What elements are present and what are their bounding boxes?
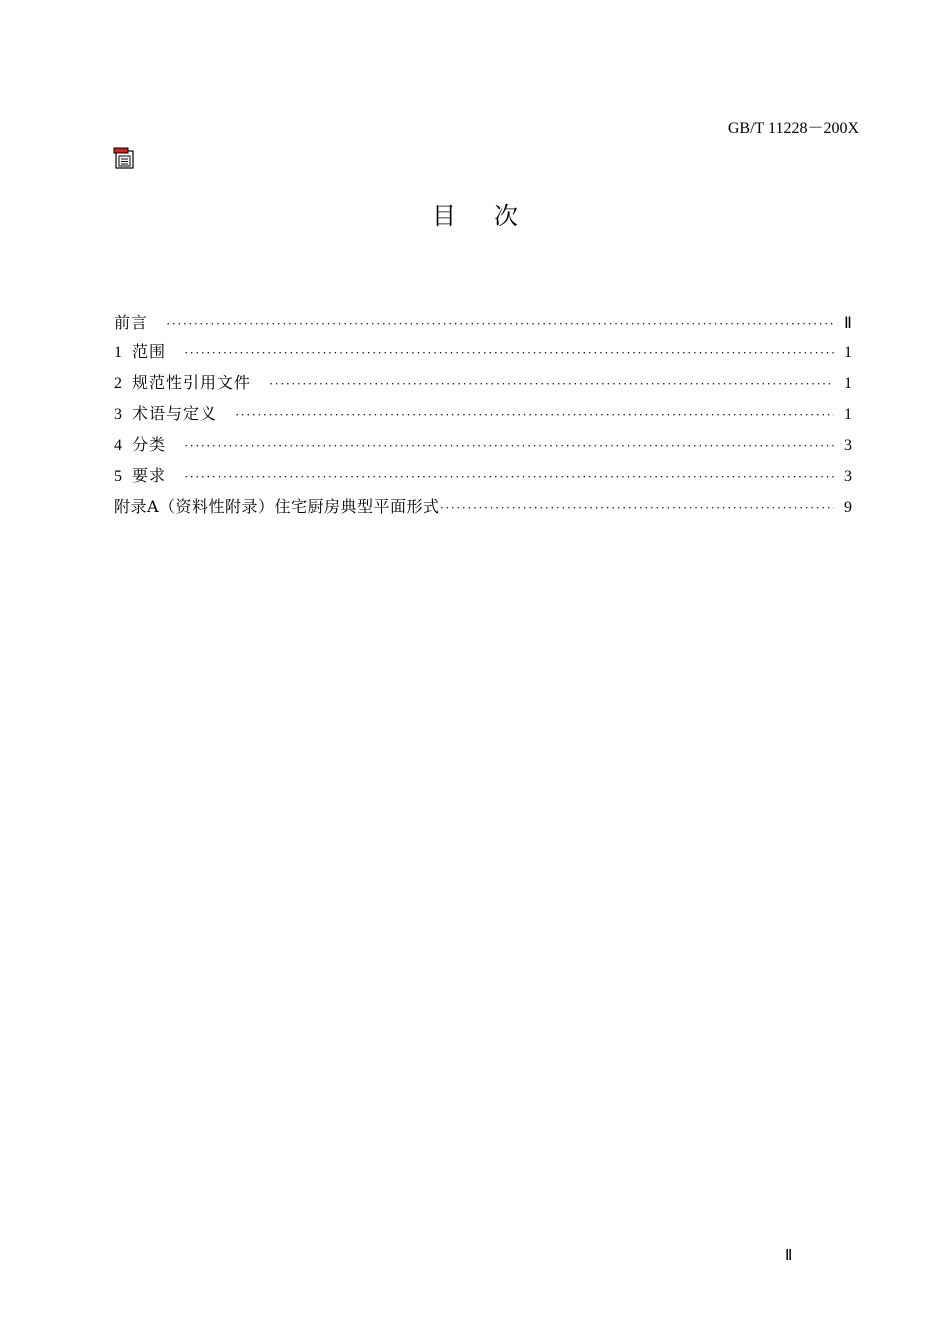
document-code: GB/T 11228－200X: [727, 120, 859, 137]
toc-title: 目次: [432, 202, 556, 230]
toc-entry-label: 要求: [132, 466, 167, 485]
toc-entry-label: 范围: [132, 342, 167, 361]
toc-entry-page: 3: [844, 437, 852, 454]
toc-entry-number: 2: [114, 375, 122, 392]
toc-entry-number: 5: [114, 468, 122, 485]
toc-entry-label: 前言: [114, 313, 149, 332]
toc-leader-dots: [440, 500, 834, 516]
toc-entry-page: Ⅱ: [844, 315, 852, 332]
table-of-contents: [114, 310, 858, 525]
toc-entry-classification[interactable]: [114, 432, 858, 463]
toc-entry-number: 1: [114, 344, 122, 361]
document-attachment-icon[interactable]: [113, 147, 135, 169]
toc-entry-normative-references[interactable]: [114, 370, 858, 401]
toc-entry-scope[interactable]: [114, 339, 858, 370]
toc-entry-label: 规范性引用文件: [132, 373, 252, 392]
toc-leader-dots: [269, 376, 834, 392]
toc-entry-page: 9: [844, 499, 852, 516]
toc-entry-annex-a[interactable]: [114, 494, 858, 525]
toc-entry-number: 4: [114, 437, 122, 454]
toc-leader-dots: [235, 407, 834, 423]
toc-leader-dots: [166, 316, 834, 332]
toc-leader-dots: [184, 469, 834, 485]
toc-entry-label: 术语与定义: [132, 404, 218, 423]
toc-entry-page: 1: [844, 406, 852, 423]
toc-entry-label: 分类: [132, 435, 167, 454]
toc-leader-dots: [184, 345, 834, 361]
toc-leader-dots: [184, 438, 834, 454]
toc-entry-terms-definitions[interactable]: [114, 401, 858, 432]
toc-entry-page: 3: [844, 468, 852, 485]
toc-entry-requirements[interactable]: [114, 463, 858, 494]
page-number: Ⅱ: [785, 1248, 793, 1264]
toc-entry-number: 3: [114, 406, 122, 423]
toc-entry-page: 1: [844, 375, 852, 392]
toc-entry-foreword[interactable]: [114, 310, 858, 339]
toc-entry-page: 1: [844, 344, 852, 361]
toc-entry-label: 附录A（资料性附录）住宅厨房典型平面形式: [114, 497, 440, 516]
